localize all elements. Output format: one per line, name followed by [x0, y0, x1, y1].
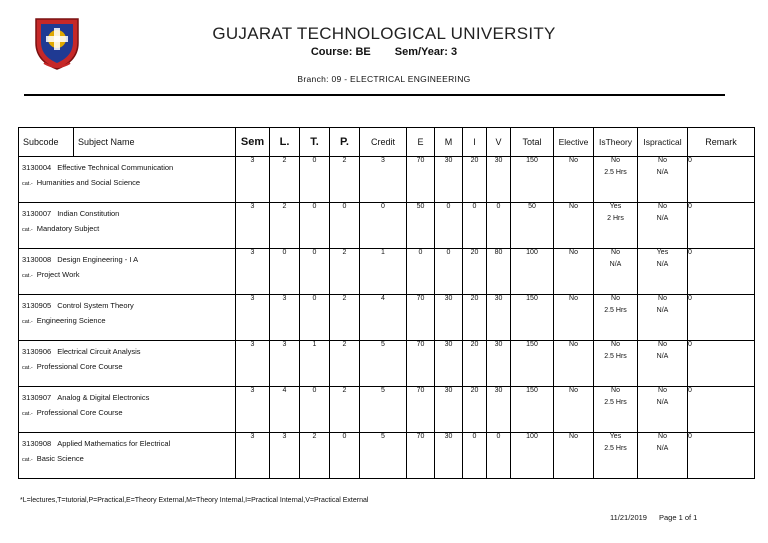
subject-info [19, 203, 235, 235]
cell-istheory [594, 157, 638, 203]
cell-v: 30 [487, 295, 511, 341]
subject-name: Effective Technical Communication [57, 163, 174, 172]
subject-info [19, 295, 235, 327]
cell-credit: 5 [360, 387, 407, 433]
cell-elective: No [554, 387, 594, 433]
subject-cell [19, 157, 236, 203]
cell-e: 0 [407, 249, 435, 295]
cell-l: 3 [270, 295, 300, 341]
cell-m: 0 [435, 203, 463, 249]
semyear-label: Sem/Year: 3 [394, 46, 458, 58]
cell-m: 30 [435, 341, 463, 387]
subject-category: Professional Core Course [36, 408, 123, 417]
cell-remark: 0 [688, 433, 755, 479]
cell-v: 0 [487, 203, 511, 249]
cell-m: 30 [435, 295, 463, 341]
cell-t: 0 [300, 295, 330, 341]
category-line [22, 178, 235, 189]
cell-sem: 3 [236, 157, 270, 203]
table-body [19, 157, 755, 479]
course-line [0, 46, 768, 58]
subject-cell [19, 387, 236, 433]
cell-v: 0 [487, 433, 511, 479]
subject-cell [19, 203, 236, 249]
cell-v: 30 [487, 341, 511, 387]
category-prefix: cat.- [22, 273, 33, 279]
category-line [22, 224, 235, 235]
category-prefix: cat.- [22, 227, 33, 233]
cell-ispractical [638, 157, 688, 203]
cell-l: 0 [270, 249, 300, 295]
cell-p: 2 [330, 387, 360, 433]
cell-e: 70 [407, 341, 435, 387]
cell-istheory [594, 203, 638, 249]
category-prefix: cat.- [22, 365, 33, 371]
cell-i: 0 [463, 433, 487, 479]
subject-line [22, 347, 235, 357]
cell-i: 20 [463, 249, 487, 295]
cell-t: 0 [300, 249, 330, 295]
table-row [19, 433, 755, 479]
col-t: T. [300, 128, 330, 157]
cell-i: 20 [463, 387, 487, 433]
subject-info [19, 249, 235, 281]
subject-category: Mandatory Subject [36, 224, 100, 233]
practical-duration: N/A [656, 307, 669, 314]
subject-table [18, 127, 755, 479]
subject-category: Basic Science [36, 454, 84, 463]
cell-i: 20 [463, 157, 487, 203]
cell-ispractical [638, 203, 688, 249]
cell-elective: No [554, 341, 594, 387]
cell-remark: 0 [688, 203, 755, 249]
cell-p: 2 [330, 295, 360, 341]
cell-l: 3 [270, 341, 300, 387]
category-line [22, 316, 235, 327]
theory-flag: No [611, 341, 620, 348]
page-footer [610, 513, 697, 522]
cell-l: 4 [270, 387, 300, 433]
cell-ispractical [638, 387, 688, 433]
practical-flag: No [658, 433, 667, 440]
theory-duration: N/A [609, 261, 622, 268]
practical-flag: No [658, 203, 667, 210]
subject-name: Analog & Digital Electronics [57, 393, 150, 402]
cell-total: 150 [511, 341, 554, 387]
cell-total: 150 [511, 295, 554, 341]
subject-line [22, 209, 235, 219]
cell-e: 70 [407, 433, 435, 479]
col-i: I [463, 128, 487, 157]
cell-istheory [594, 341, 638, 387]
cell-sem: 3 [236, 203, 270, 249]
subject-name: Indian Constitution [57, 209, 120, 218]
cell-l: 2 [270, 203, 300, 249]
theory-flag: No [611, 249, 620, 256]
table-row [19, 157, 755, 203]
subject-category: Professional Core Course [36, 362, 123, 371]
cell-i: 0 [463, 203, 487, 249]
subject-line [22, 301, 235, 311]
category-prefix: cat.- [22, 181, 33, 187]
cell-sem: 3 [236, 433, 270, 479]
cell-t: 0 [300, 157, 330, 203]
branch-label: Branch: 09 - ELECTRICAL ENGINEERING [297, 74, 471, 84]
cell-elective: No [554, 157, 594, 203]
table-row [19, 341, 755, 387]
subject-info [19, 387, 235, 419]
col-elective: Elective [554, 128, 594, 157]
cell-t: 0 [300, 387, 330, 433]
cell-e: 70 [407, 157, 435, 203]
col-istheory: IsTheory [594, 128, 638, 157]
page-number: Page 1 of 1 [658, 513, 698, 522]
cell-ispractical [638, 341, 688, 387]
header-divider [24, 94, 725, 96]
cell-sem: 3 [236, 341, 270, 387]
subject-name: Applied Mathematics for Electrical [57, 439, 171, 448]
cell-credit: 1 [360, 249, 407, 295]
theory-duration: 2 Hrs [607, 215, 624, 222]
cell-remark: 0 [688, 387, 755, 433]
cell-elective: No [554, 203, 594, 249]
cell-istheory [594, 295, 638, 341]
subject-line [22, 393, 235, 403]
subject-code: 3130907 [22, 393, 52, 402]
cell-v: 80 [487, 249, 511, 295]
cell-m: 30 [435, 157, 463, 203]
theory-duration: 2.5 Hrs [604, 307, 627, 314]
category-prefix: cat.- [22, 319, 33, 325]
cell-ispractical [638, 249, 688, 295]
theory-flag: No [611, 157, 620, 164]
cell-p: 0 [330, 203, 360, 249]
practical-flag: No [658, 295, 667, 302]
cell-m: 0 [435, 249, 463, 295]
cell-p: 2 [330, 249, 360, 295]
subject-info [19, 433, 235, 465]
practical-flag: No [658, 157, 667, 164]
theory-flag: Yes [609, 433, 622, 440]
cell-t: 0 [300, 203, 330, 249]
practical-flag: No [658, 387, 667, 394]
theory-duration: 2.5 Hrs [604, 399, 627, 406]
cell-m: 30 [435, 387, 463, 433]
practical-duration: N/A [656, 445, 669, 452]
subject-code: 3130905 [22, 301, 52, 310]
table-row [19, 295, 755, 341]
theory-duration: 2.5 Hrs [604, 169, 627, 176]
cell-credit: 0 [360, 203, 407, 249]
col-remark: Remark [688, 128, 755, 157]
practical-duration: N/A [656, 169, 669, 176]
category-prefix: cat.- [22, 411, 33, 417]
col-l: L. [270, 128, 300, 157]
table-row [19, 203, 755, 249]
cell-total: 150 [511, 157, 554, 203]
col-e: E [407, 128, 435, 157]
cell-ispractical [638, 433, 688, 479]
cell-p: 0 [330, 433, 360, 479]
practical-duration: N/A [656, 215, 669, 222]
cell-l: 3 [270, 433, 300, 479]
category-line [22, 454, 235, 465]
subject-cell [19, 249, 236, 295]
cell-remark: 0 [688, 341, 755, 387]
subject-category: Humanities and Social Science [36, 178, 141, 187]
subject-name: Control System Theory [57, 301, 134, 310]
cell-remark: 0 [688, 157, 755, 203]
practical-duration: N/A [656, 261, 669, 268]
cell-i: 20 [463, 295, 487, 341]
cell-istheory [594, 387, 638, 433]
subject-info [19, 157, 235, 189]
subject-category: Engineering Science [36, 316, 106, 325]
col-p: P. [330, 128, 360, 157]
cell-total: 150 [511, 387, 554, 433]
abbreviation-footnote: *L=lectures,T=tutorial,P=Practical,E=Theory External,M=Theory Internal,I=Practical Internal,V=Practical External [20, 497, 369, 504]
col-ispractical: Ispractical [638, 128, 688, 157]
cell-total: 50 [511, 203, 554, 249]
cell-t: 1 [300, 341, 330, 387]
subject-code: 3130007 [22, 209, 52, 218]
theory-duration: 2.5 Hrs [604, 445, 627, 452]
subject-line [22, 163, 235, 173]
cell-elective: No [554, 249, 594, 295]
cell-e: 70 [407, 295, 435, 341]
subject-line [22, 255, 235, 265]
cell-total: 100 [511, 433, 554, 479]
cell-credit: 5 [360, 341, 407, 387]
university-title: GUJARAT TECHNOLOGICAL UNIVERSITY [212, 24, 556, 43]
practical-flag: Yes [656, 249, 669, 256]
subject-category: Project Work [36, 270, 80, 279]
cell-v: 30 [487, 157, 511, 203]
cell-i: 20 [463, 341, 487, 387]
cell-ispractical [638, 295, 688, 341]
cell-p: 2 [330, 157, 360, 203]
cell-remark: 0 [688, 295, 755, 341]
subject-code: 3130908 [22, 439, 52, 448]
table-row [19, 387, 755, 433]
cell-istheory [594, 433, 638, 479]
cell-sem: 3 [236, 295, 270, 341]
col-total: Total [511, 128, 554, 157]
col-credit: Credit [360, 128, 407, 157]
subject-code: 3130906 [22, 347, 52, 356]
cell-p: 2 [330, 341, 360, 387]
subject-cell [19, 341, 236, 387]
cell-credit: 5 [360, 433, 407, 479]
table-row [19, 249, 755, 295]
category-line [22, 270, 235, 281]
cell-l: 2 [270, 157, 300, 203]
cell-e: 50 [407, 203, 435, 249]
subject-code: 3130004 [22, 163, 52, 172]
theory-flag: No [611, 387, 620, 394]
cell-v: 30 [487, 387, 511, 433]
cell-remark: 0 [688, 249, 755, 295]
cell-elective: No [554, 433, 594, 479]
cell-e: 70 [407, 387, 435, 433]
theory-flag: Yes [609, 203, 622, 210]
cell-sem: 3 [236, 387, 270, 433]
subject-name: Electrical Circuit Analysis [57, 347, 141, 356]
cell-t: 2 [300, 433, 330, 479]
col-m: M [435, 128, 463, 157]
theory-duration: 2.5 Hrs [604, 353, 627, 360]
cell-m: 30 [435, 433, 463, 479]
col-v: V [487, 128, 511, 157]
subject-code: 3130008 [22, 255, 52, 264]
table-header-row [19, 128, 755, 157]
category-line [22, 408, 235, 419]
practical-duration: N/A [656, 399, 669, 406]
subject-name: Design Engineering - I A [57, 255, 139, 264]
subject-info [19, 341, 235, 373]
cell-total: 100 [511, 249, 554, 295]
col-subject-name: Subject Name [74, 128, 236, 157]
course-label: Course: BE [310, 46, 371, 58]
report-date: 11/21/2019 [610, 513, 647, 522]
practical-flag: No [658, 341, 667, 348]
cell-credit: 3 [360, 157, 407, 203]
cell-credit: 4 [360, 295, 407, 341]
category-prefix: cat.- [22, 457, 33, 463]
col-subcode: Subcode [19, 128, 74, 157]
cell-elective: No [554, 295, 594, 341]
col-sem: Sem [236, 128, 270, 157]
cell-sem: 3 [236, 249, 270, 295]
theory-flag: No [611, 295, 620, 302]
category-line [22, 362, 235, 373]
cell-istheory [594, 249, 638, 295]
practical-duration: N/A [656, 353, 669, 360]
subject-line [22, 439, 235, 449]
subject-cell [19, 433, 236, 479]
subject-cell [19, 295, 236, 341]
